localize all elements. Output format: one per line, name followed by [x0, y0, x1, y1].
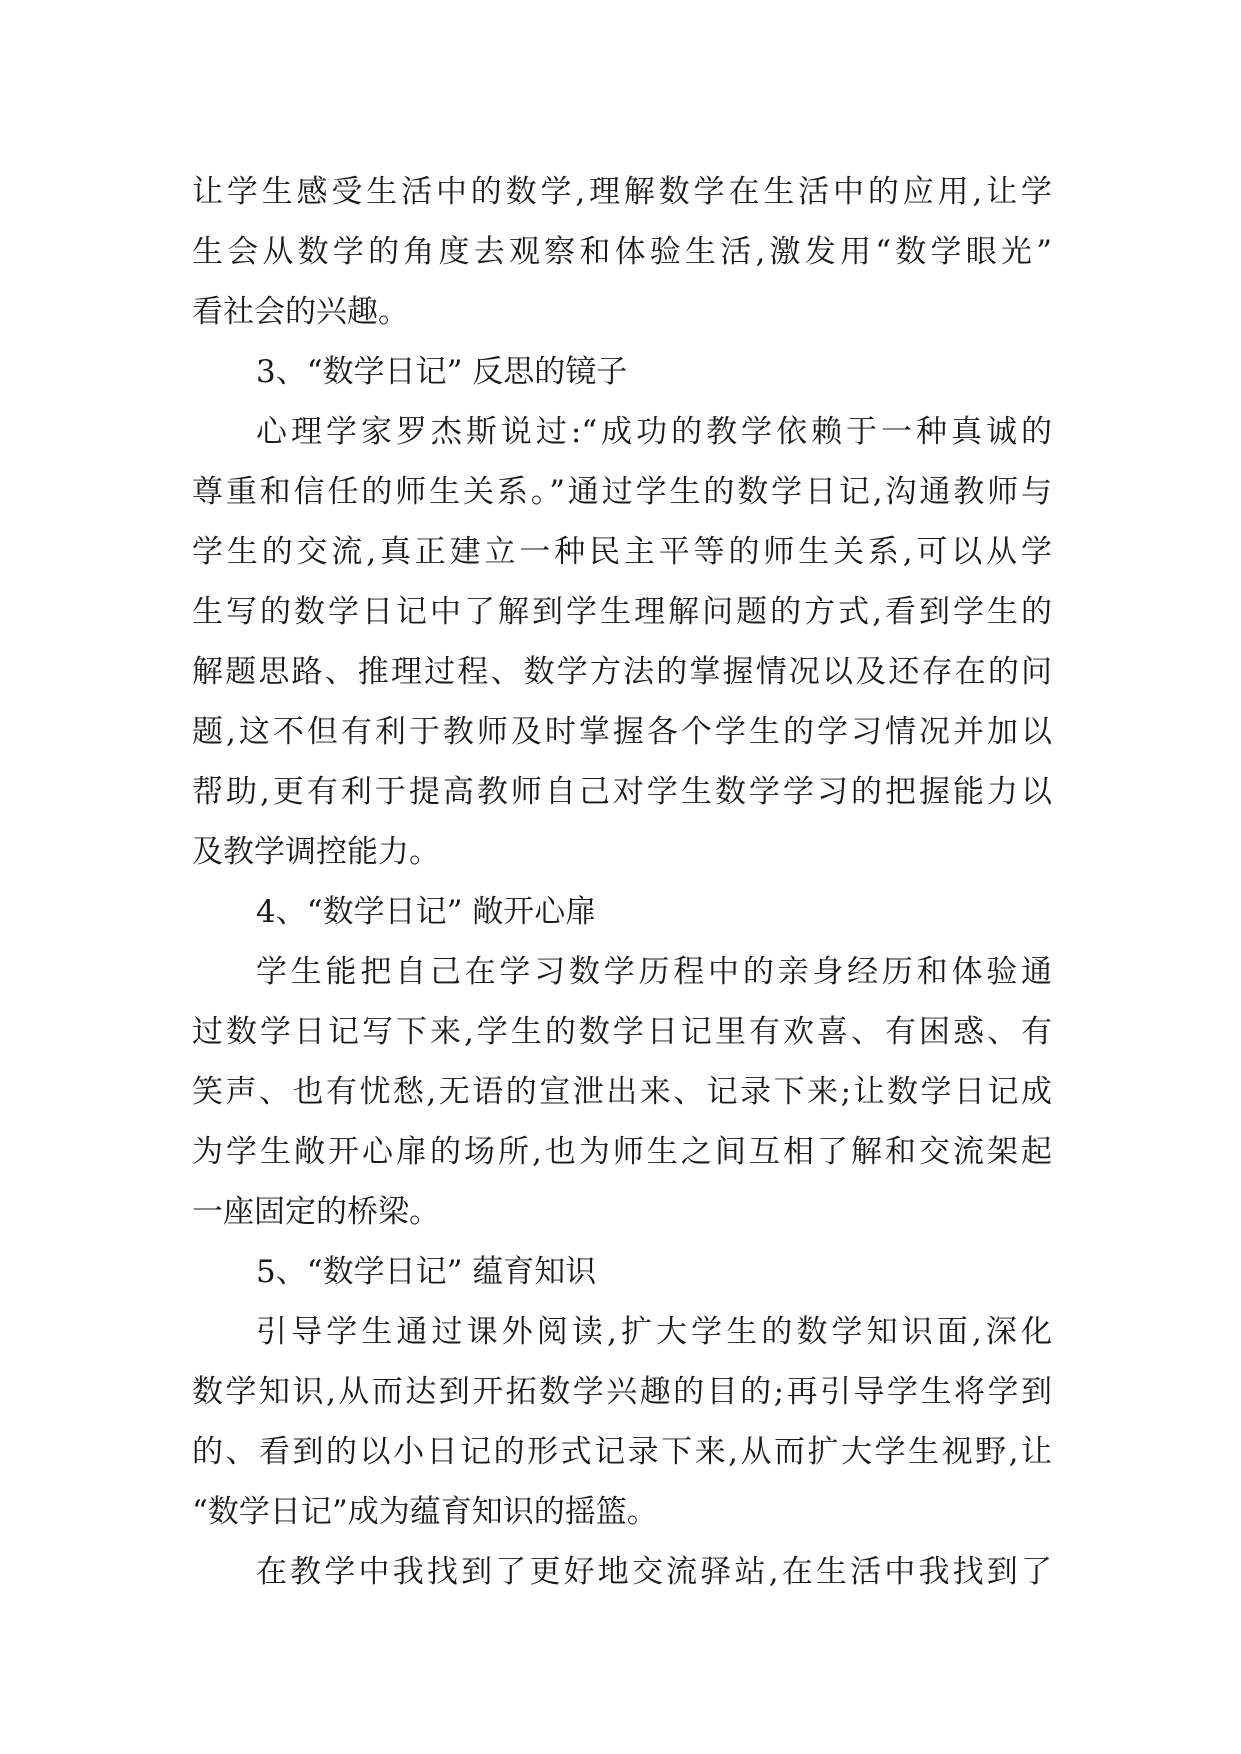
text-line: 数学知识,从而达到开拓数学兴趣的目的;再引导学生将学到 — [192, 1374, 1052, 1410]
text-line: 过数学日记写下来,学生的数学日记里有欢喜、有困惑、有 — [192, 1014, 1052, 1050]
section-heading: 5、“数学日记” 蕴育知识 — [256, 1254, 597, 1290]
text-line: 为学生敞开心扉的场所,也为师生之间互相了解和交流架起 — [192, 1134, 1052, 1170]
text-line: 帮助,更有利于提高教师自己对学生数学学习的把握能力以 — [192, 774, 1052, 810]
text-line: 引导学生通过课外阅读,扩大学生的数学知识面,深化 — [256, 1314, 1052, 1350]
text-line: 的、看到的以小日记的形式记录下来,从而扩大学生视野,让 — [192, 1434, 1052, 1470]
text-line: 在教学中我找到了更好地交流驿站,在生活中我找到了 — [256, 1554, 1052, 1590]
section-heading: 3、“数学日记” 反思的镜子 — [256, 354, 628, 390]
section-heading: 4、“数学日记” 敞开心扉 — [256, 894, 597, 930]
text-line: 看社会的兴趣。 — [192, 294, 409, 330]
text-line: 题,这不但有利于教师及时掌握各个学生的学习情况并加以 — [192, 714, 1052, 750]
text-line: 让学生感受生活中的数学,理解数学在生活中的应用,让学 — [192, 174, 1052, 210]
text-line: 一座固定的桥梁。 — [192, 1194, 440, 1230]
text-line: “数学日记”成为蕴育知识的摇篮。 — [192, 1494, 658, 1530]
text-line: 心理学家罗杰斯说过:“成功的教学依赖于一种真诚的 — [256, 414, 1052, 450]
text-line: 笑声、也有忧愁,无语的宣泄出来、记录下来;让数学日记成 — [192, 1074, 1052, 1110]
text-line: 学生能把自己在学习数学历程中的亲身经历和体验通 — [256, 954, 1052, 990]
text-line: 生写的数学日记中了解到学生理解问题的方式,看到学生的 — [192, 594, 1052, 630]
text-line: 尊重和信任的师生关系。”通过学生的数学日记,沟通教师与 — [192, 474, 1052, 510]
text-line: 学生的交流,真正建立一种民主平等的师生关系,可以从学 — [192, 534, 1052, 570]
text-line: 生会从数学的角度去观察和体验生活,激发用“数学眼光” — [192, 234, 1052, 270]
text-line: 解题思路、推理过程、数学方法的掌握情况以及还存在的问 — [192, 654, 1052, 690]
text-line: 及教学调控能力。 — [192, 834, 440, 870]
